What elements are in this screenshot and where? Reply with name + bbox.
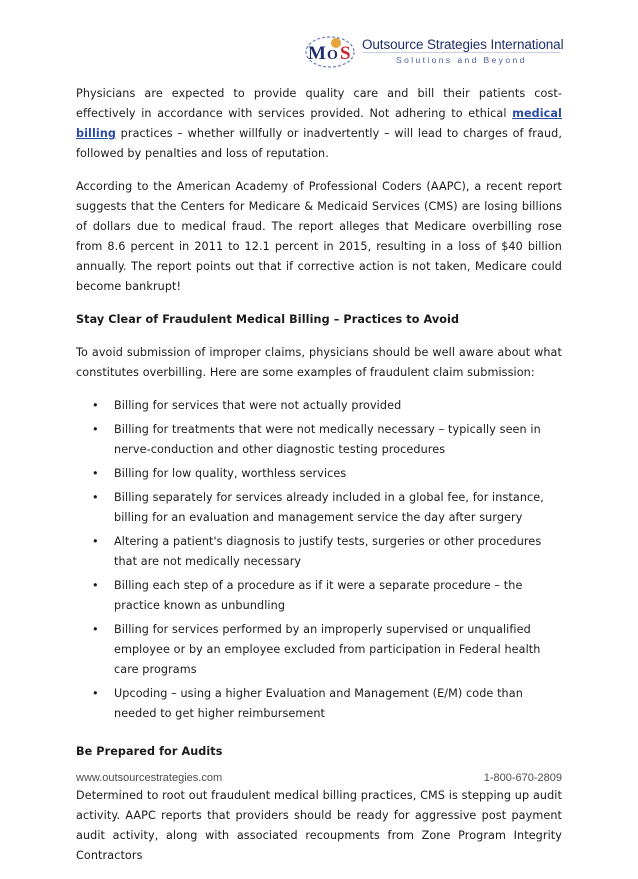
intro-text-start: Physicians are expected to provide quality care and bill their patients cost-effectively in accordance with services provided. Not adhering to ethical [76, 87, 562, 120]
bullet-icon: • [92, 467, 99, 480]
bullet-icon: • [92, 579, 99, 592]
svg-text:M: M [308, 43, 326, 64]
company-logo [304, 32, 356, 72]
list-item [92, 532, 562, 572]
bullet-icon: • [92, 423, 99, 436]
page-header [304, 32, 564, 72]
tagline-divider [362, 52, 560, 53]
bullet-icon: • [92, 623, 99, 636]
list-item [92, 684, 562, 724]
list-item-text: Billing for treatments that were not medically necessary – typically seen in nerve-conduction and other diagnostic testing procedures [114, 423, 541, 456]
list-item-text: Upcoding – using a higher Evaluation and Management (E/M) code than needed to get higher reimbursement [114, 687, 523, 720]
page-footer [76, 772, 562, 788]
footer-phone: 1-800-670-2809 [483, 772, 562, 784]
list-item [92, 464, 562, 484]
footer-website[interactable]: www.outsourcestrategies.com [76, 772, 223, 784]
audit-paragraph: Determined to root out fraudulent medical billing practices, CMS is stepping up audit activity. AAPC reports that providers should be ready for aggressive post payment audit activity, along with associated recoupments from Zone Program Integrity Contractors [76, 789, 562, 862]
svg-text:O: O [327, 48, 338, 63]
list-item-text: Billing for low quality, worthless services [114, 467, 347, 480]
list-item [92, 576, 562, 616]
section-heading-practices: Stay Clear of Fraudulent Medical Billing – Practices to Avoid [76, 313, 460, 326]
bullet-icon: • [92, 535, 99, 548]
list-item [92, 396, 562, 416]
list-item-text: Billing for services performed by an improperly supervised or unqualified employee or by an employee excluded from participation in Federal health care programs [114, 623, 541, 676]
list-item [92, 420, 562, 460]
list-item [92, 620, 562, 680]
bullet-icon: • [92, 399, 99, 412]
svg-text:S: S [340, 43, 351, 64]
list-item-text: Billing each step of a procedure as if it were a separate procedure – the practice known as unbundling [114, 579, 523, 612]
list-item-text: Billing for services that were not actually provided [114, 399, 402, 412]
intro-paragraph [76, 84, 562, 164]
company-name: Outsource Strategies International [362, 37, 564, 52]
company-tagline: Solutions and Beyond [396, 55, 527, 65]
fraud-examples-list [76, 396, 562, 724]
list-item-text: Billing separately for services already included in a global fee, for instance, billing for an evaluation and management service the day after surgery [114, 491, 544, 524]
list-item-text: Altering a patient's diagnosis to justify tests, surgeries or other procedures that are not medically necessary [114, 535, 542, 568]
bullet-icon: • [92, 687, 99, 700]
intro-text-end: practices – whether willfully or inadvertently – will lead to charges of fraud, followed by penalties and loss of reputation. [76, 127, 562, 160]
list-item [92, 488, 562, 528]
aapc-report-paragraph: According to the American Academy of Professional Coders (AAPC), a recent report suggests that the Centers for Medicare & Medicaid Services (CMS) are losing billions of dollars due to medical fraud. The report alleges that Medicare overbilling rose from 8.6 percent in 2011 to 12.1 percent in 2015, resulting in a loss of $40 billion annually. The report points out that if corrective action is not taken, Medicare could become bankrupt! [76, 180, 562, 293]
bullet-icon: • [92, 491, 99, 504]
article-body [76, 84, 562, 879]
overbilling-intro-paragraph: To avoid submission of improper claims, physicians should be well aware about what constitutes overbilling. Here are some examples of fraudulent claim submission: [76, 346, 562, 379]
medical-billing-link[interactable]: medical billing [76, 107, 562, 140]
section-heading-audits: Be Prepared for Audits [76, 745, 223, 758]
